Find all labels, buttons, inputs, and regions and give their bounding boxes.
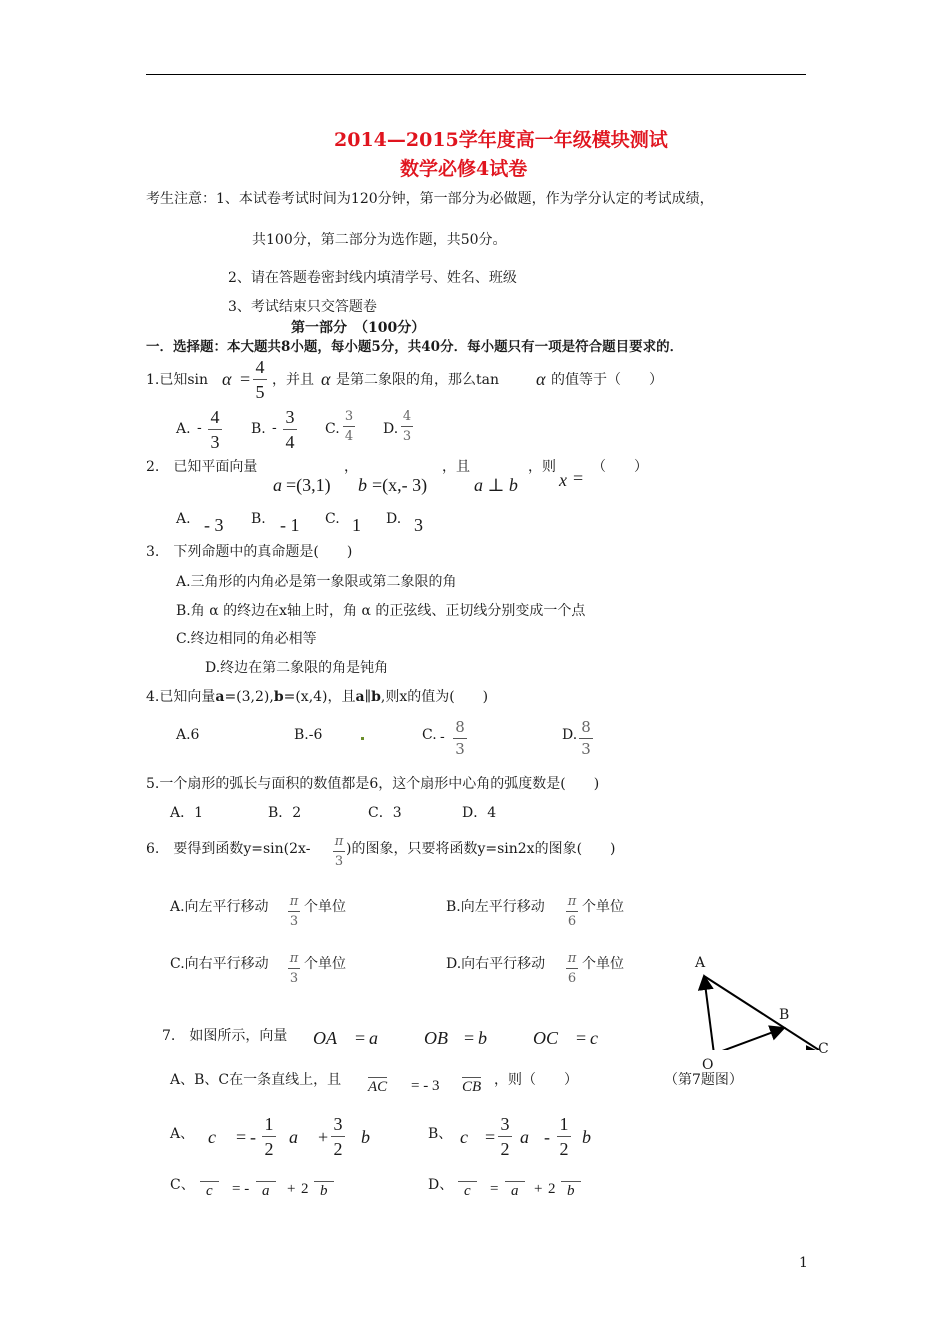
q2-option-c-value: 1 <box>352 515 361 535</box>
q1-d-num: 4 <box>401 410 413 427</box>
q4-option-c-fraction <box>453 720 467 757</box>
q6-option-a-unit: 个单位 <box>304 899 346 915</box>
q6-option-d-text: D.向右平行移动 <box>446 956 546 972</box>
q4-stem-pre: 4.已知向量 <box>146 689 216 705</box>
q7-ob: OB <box>424 1028 448 1048</box>
q7-oa: OA <box>313 1028 337 1048</box>
segment-ac-line <box>704 976 822 1050</box>
q1-option-a-fraction <box>208 408 222 451</box>
q1-fraction <box>253 358 267 401</box>
notice-line-4: 3、考试结束只交答题卷 <box>228 299 377 315</box>
header-rule <box>146 74 806 75</box>
q4-ab: a <box>355 689 365 705</box>
q2-prefix: 2. 已知平面向量 <box>146 459 258 475</box>
q5-option-a: A．1 <box>170 805 204 821</box>
q1-mid2: 是第二象限的角，那么tan <box>336 372 499 388</box>
q7-d-avec: a <box>505 1181 525 1199</box>
q7-a: a <box>369 1028 378 1048</box>
q6-stem-pre: 6. 要得到函数y=sin(2x- <box>146 841 311 857</box>
notice-line-3: 2、请在答题卷密封线内填清学号、姓名、班级 <box>228 270 517 286</box>
q2-option-b-label: B. <box>251 511 266 527</box>
q7-oa-eq: = <box>355 1028 366 1048</box>
q7-b-frac1-num: 3 <box>498 1115 512 1137</box>
q4-b: b <box>273 689 284 705</box>
q1-alpha-2: α <box>321 369 331 389</box>
page-number: 1 <box>799 1255 808 1271</box>
q7-c-plus: + <box>287 1181 296 1197</box>
q6-c-den: 3 <box>289 971 299 986</box>
q5-stem: 5.一个扇形的弧长与面积的数值都是6，这个扇形中心角的弧度数是( ) <box>146 776 600 792</box>
q7-b-frac1 <box>498 1115 512 1158</box>
q6-option-c-fraction <box>288 952 300 985</box>
fig-label-o: O <box>702 1057 714 1073</box>
q7-ob-eq: = <box>464 1028 475 1048</box>
q1-a-num: 4 <box>208 408 222 430</box>
q2-perp: a ⊥ b <box>474 475 518 495</box>
q7-d-bvec: b <box>561 1181 581 1199</box>
q7-a-plus: + <box>318 1127 329 1147</box>
fig-label-a: A <box>695 955 706 971</box>
q7-oc-eq: = <box>576 1028 587 1048</box>
q1-c-den: 4 <box>344 429 354 444</box>
q4-option-d-fraction <box>579 720 593 757</box>
vector-ob-line <box>714 1028 784 1050</box>
q7-a-avec: a <box>289 1127 298 1147</box>
q6-option-a-fraction <box>288 895 300 928</box>
q2-option-d-label: D. <box>386 511 402 527</box>
q2-comma-2: ，且 <box>442 459 470 475</box>
q2-option-b-value: - 1 <box>280 515 300 535</box>
q1-option-a-sign: - <box>197 420 202 436</box>
q4-bb: b <box>371 689 381 705</box>
q7-a-bvec: b <box>361 1127 370 1147</box>
q1-eq: = <box>240 369 251 389</box>
q4-option-b: B.-6 <box>294 727 323 743</box>
q7-b-frac2-den: 2 <box>559 1139 569 1159</box>
q1-option-b-label: B. <box>251 421 266 437</box>
q1-alpha: α <box>222 369 232 389</box>
q3-option-b: B.角 α 的终边在x轴上时，角 α 的正弦线、正切线分别变成一个点 <box>176 603 586 619</box>
q7-b-c: c <box>460 1127 468 1147</box>
q4-option-c-sign: - <box>440 729 445 745</box>
q2-comma-1: ， <box>344 459 358 475</box>
q7-option-a-label: A、 <box>170 1126 195 1142</box>
q1-post: 的值等于（ ） <box>551 372 663 388</box>
q7-a-frac1-den: 2 <box>264 1139 274 1159</box>
q6-stem-pi: π <box>333 835 345 852</box>
q7-c-avec: a <box>256 1181 276 1199</box>
q1-b-den: 4 <box>285 432 295 452</box>
q1-frac-den: 5 <box>255 382 265 402</box>
q1-d-den: 3 <box>402 429 412 444</box>
q7-option-d-label: D、 <box>428 1177 454 1193</box>
q7-a-frac1-num: 1 <box>262 1115 276 1137</box>
q6-option-b-unit: 个单位 <box>582 899 624 915</box>
q2-vector-a: a <box>273 475 282 495</box>
q7-b-frac1-den: 2 <box>500 1139 510 1159</box>
q7-d-eq: = <box>490 1181 499 1197</box>
q7-d-two: 2 <box>548 1181 556 1197</box>
q1-option-d-label: D. <box>383 421 399 437</box>
q1-option-a-label: A. <box>176 421 191 437</box>
q2-x-eq: = <box>573 468 584 488</box>
q4-post: ,则x的值为( ) <box>380 689 489 705</box>
q1-option-b-sign: - <box>272 420 277 436</box>
q4-b-value: =(x,4)，且 <box>283 689 356 705</box>
q3-option-a: A.三角形的内角必是第一象限或第二象限的角 <box>176 574 457 590</box>
q7-a-frac2 <box>331 1115 345 1158</box>
q2-x: x <box>559 470 567 490</box>
q7-a-frac1 <box>262 1115 276 1158</box>
q1-option-d-fraction <box>401 410 413 443</box>
q5-option-b: B．2 <box>268 805 302 821</box>
q7-option-c-label: C、 <box>170 1177 195 1193</box>
q5-option-d: D．4 <box>462 805 497 821</box>
q6-option-c-text: C.向右平行移动 <box>170 956 269 972</box>
q1-option-c-label: C. <box>325 421 340 437</box>
q7-d-cvec: c <box>458 1181 477 1199</box>
q7-b: b <box>478 1028 487 1048</box>
q4-d-den: 3 <box>581 740 591 758</box>
q1-a-den: 3 <box>210 432 220 452</box>
q7-option-b-label: B、 <box>428 1126 453 1142</box>
q4-parallel: ∥ <box>364 689 372 705</box>
q2-option-d-value: 3 <box>414 515 423 535</box>
q2-paren: （ ） <box>592 459 648 475</box>
q7-a-frac2-den: 2 <box>333 1139 343 1159</box>
q7-c-two: 2 <box>301 1181 309 1197</box>
q2-vector-b-value: =(x,- 3) <box>372 475 428 495</box>
q6-c-pi: π <box>288 952 300 969</box>
q4-stem <box>146 690 488 704</box>
q5-option-c: C．3 <box>368 805 402 821</box>
q2-option-a-label: A. <box>176 511 191 527</box>
q4-option-d-label: D. <box>562 727 578 743</box>
q7-c: c <box>590 1028 598 1048</box>
q7-c-bvec: b <box>314 1181 334 1199</box>
q6-a-den: 3 <box>289 914 299 929</box>
fig-label-b: B <box>779 1007 790 1023</box>
q3-stem: 3. 下列命题中的真命题是( ) <box>146 544 353 560</box>
q7-line2-post: ，则（ ） <box>494 1072 578 1088</box>
q1-prefix: 1.已知sin <box>146 372 209 388</box>
q4-option-a: A.6 <box>176 727 200 743</box>
q7-a-minus: - <box>250 1127 256 1147</box>
q7-b-eq: = <box>485 1127 496 1147</box>
q2-option-a-value: - 3 <box>204 515 224 535</box>
q6-option-b-fraction <box>566 895 578 928</box>
q1-alpha-3: α <box>536 369 546 389</box>
q4-option-c-label: C. <box>422 727 437 743</box>
q6-stem-fraction <box>333 835 345 868</box>
q2-then: ，则 <box>528 459 556 475</box>
q7-b-minus: - <box>544 1127 550 1147</box>
q7-a-eq: = <box>236 1127 247 1147</box>
q3-option-d: D.终边在第二象限的角是钝角 <box>205 660 389 676</box>
q4-a: a <box>215 689 225 705</box>
q7-b-bvec: b <box>582 1127 591 1147</box>
fig-label-c: C <box>818 1041 829 1057</box>
q7-c-cvec: c <box>200 1181 219 1199</box>
q6-d-den: 6 <box>567 971 577 986</box>
q7-c-eq: = - <box>232 1181 250 1197</box>
q7-oc: OC <box>533 1028 559 1048</box>
q6-a-pi: π <box>288 895 300 912</box>
q7-b-frac2 <box>557 1115 571 1158</box>
q6-option-b-text: B.向左平行移动 <box>446 899 545 915</box>
q1-option-b-fraction <box>283 408 297 451</box>
notice-line-2: 共100分，第二部分为选作题，共50分。 <box>252 232 507 248</box>
q6-option-a-text: A.向左平行移动 <box>170 899 269 915</box>
q1-b-num: 3 <box>283 408 297 430</box>
q6-d-pi: π <box>566 952 578 969</box>
notice-line-1: 考生注意：1、本试卷考试时间为120分钟，第一部分为必做题，作为学分认定的考试成绩， <box>146 191 714 207</box>
q6-stem-three: 3 <box>334 854 344 869</box>
section-heading: 一．选择题：本大题共8小题，每小题5分，共40分．每小题只有一项是符合题目要求的． <box>146 339 684 355</box>
q1-frac-num: 4 <box>253 358 267 380</box>
q7-eq-m3: = - 3 <box>411 1078 440 1094</box>
stray-dot <box>361 737 364 740</box>
q7-d-plus: + <box>534 1181 543 1197</box>
q6-option-d-fraction <box>566 952 578 985</box>
q7-ac: AC <box>368 1079 388 1095</box>
q6-option-d-unit: 个单位 <box>582 956 624 972</box>
q1-option-c-fraction <box>343 410 355 443</box>
q4-a-value: =(3,2), <box>224 689 274 705</box>
q4-c-den: 3 <box>455 740 465 758</box>
q6-stem-post: )的图象，只要将函数y=sin2x的图象( ) <box>346 841 616 857</box>
q6-option-c-unit: 个单位 <box>304 956 346 972</box>
fig-caption: （第7题图） <box>664 1072 743 1088</box>
q4-d-num: 8 <box>579 720 593 739</box>
q4-c-num: 8 <box>453 720 467 739</box>
q1-mid: ，并且 <box>272 372 314 388</box>
q7-b-avec: a <box>520 1127 529 1147</box>
q2-option-c-label: C. <box>325 511 340 527</box>
q6-b-pi: π <box>566 895 578 912</box>
q6-b-den: 6 <box>567 914 577 929</box>
vector-oa-line <box>704 976 714 1050</box>
q2-vector-b: b <box>358 475 367 495</box>
q1-c-num: 3 <box>343 410 355 427</box>
q7-b-frac2-num: 1 <box>557 1115 571 1137</box>
exam-title: 2014—2015学年度高一年级模块测试 <box>334 129 668 151</box>
part-heading: 第一部分 （100分） <box>291 320 426 336</box>
q2-vector-a-value: =(3,1) <box>286 475 331 495</box>
q7-stem: 7. 如图所示，向量 <box>162 1028 288 1044</box>
q7-cb: CB <box>462 1079 482 1095</box>
q7-line2-pre: A、B、C在一条直线上，且 <box>170 1072 342 1088</box>
q7-a-c: c <box>208 1127 216 1147</box>
q7-a-frac2-num: 3 <box>331 1115 345 1137</box>
exam-subtitle: 数学必修4试卷 <box>400 158 528 180</box>
q3-option-c: C.终边相同的角必相等 <box>176 631 317 647</box>
